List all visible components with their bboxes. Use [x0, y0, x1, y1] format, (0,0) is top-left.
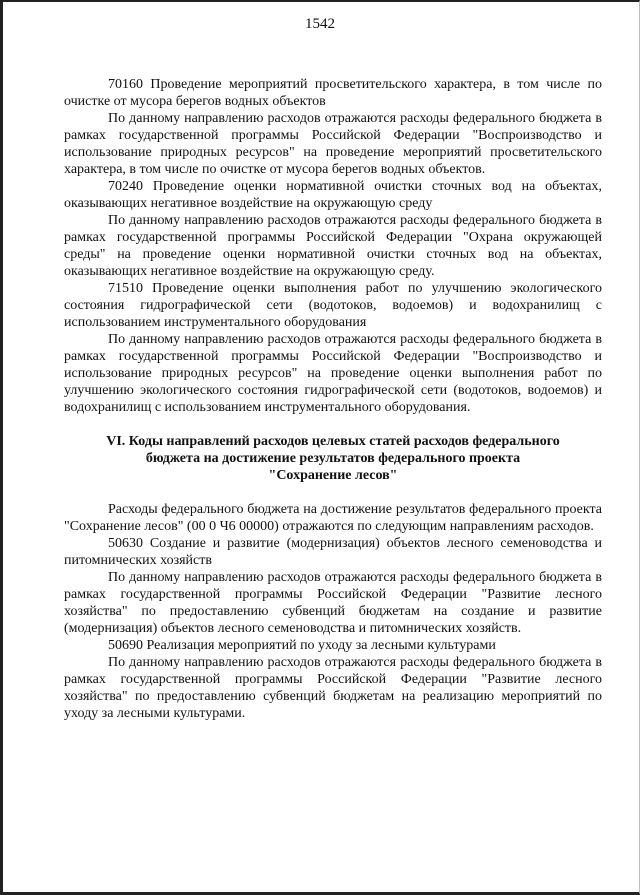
section-heading-line: VI. Коды направлений расходов целевых статей расходов федерального — [106, 434, 560, 449]
section-heading-line: бюджета на достижение результатов федерального проекта — [145, 451, 521, 466]
page-number: 1542 — [305, 16, 335, 32]
paragraph: 70240 Проведение оценки нормативной очистки сточных вод на объектах, оказывающих негативное воздействие на окружающую среду — [64, 179, 602, 211]
section-heading — [64, 433, 602, 484]
paragraph: 70160 Проведение мероприятий просветительского характера, в том числе по очистке от мусора берегов водных объектов — [64, 77, 602, 109]
paragraph: По данному направлению расходов отражаются расходы федерального бюджета в рамках государственной программы Российской Федерации "Развитие лесного хозяйства" по предоставлению субвенций бюджетам на реализацию мероприятий по уходу за лесными культурами. — [64, 655, 602, 721]
paragraph: По данному направлению расходов отражаются расходы федерального бюджета в рамках государственной программы Российской Федерации "Воспроизводство и использование природных ресурсов" на проведение мероприятий просветительского характера, в том числе по очистке от мусора берегов водных объектов. — [64, 111, 602, 177]
paragraph: Расходы федерального бюджета на достижение результатов федерального проекта "Сохранение лесов" (00 0 Ч6 00000) отражаются по следующим направлениям расходов. — [64, 502, 602, 534]
document-body — [64, 76, 602, 722]
section-heading-line: "Сохранение лесов" — [268, 468, 398, 483]
paragraph: 71510 Проведение оценки выполнения работ по улучшению экологического состояния гидрографической сети (водотоков, водоемов) и водохранилищ с использованием инструментального оборудования — [64, 281, 602, 330]
paragraph: По данному направлению расходов отражаются расходы федерального бюджета в рамках государственной программы Российской Федерации "Развитие лесного хозяйства" по предоставлению субвенций бюджетам на создание и развитие (модернизация) объектов лесного семеноводства и питомнических хозяйств. — [64, 570, 602, 636]
paragraph: 50630 Создание и развитие (модернизация) объектов лесного семеноводства и питомнических хозяйств — [64, 536, 602, 568]
paragraph: По данному направлению расходов отражаются расходы федерального бюджета в рамках государственной программы Российской Федерации "Воспроизводство и использование природных ресурсов" на проведение оценки выполнения работ по улучшению экологического состояния гидрографической сети (водотоков, водоемов) и водохранилищ с использованием инструментального оборудования. — [64, 332, 602, 415]
paragraph: 50690 Реализация мероприятий по уходу за лесными культурами — [108, 638, 496, 653]
paragraph: По данному направлению расходов отражаются расходы федерального бюджета в рамках государственной программы Российской Федерации "Охрана окружающей среды" на проведение оценки нормативной очистки сточных вод на объектах, оказывающих негативное воздействие на окружающую среду. — [64, 213, 602, 279]
